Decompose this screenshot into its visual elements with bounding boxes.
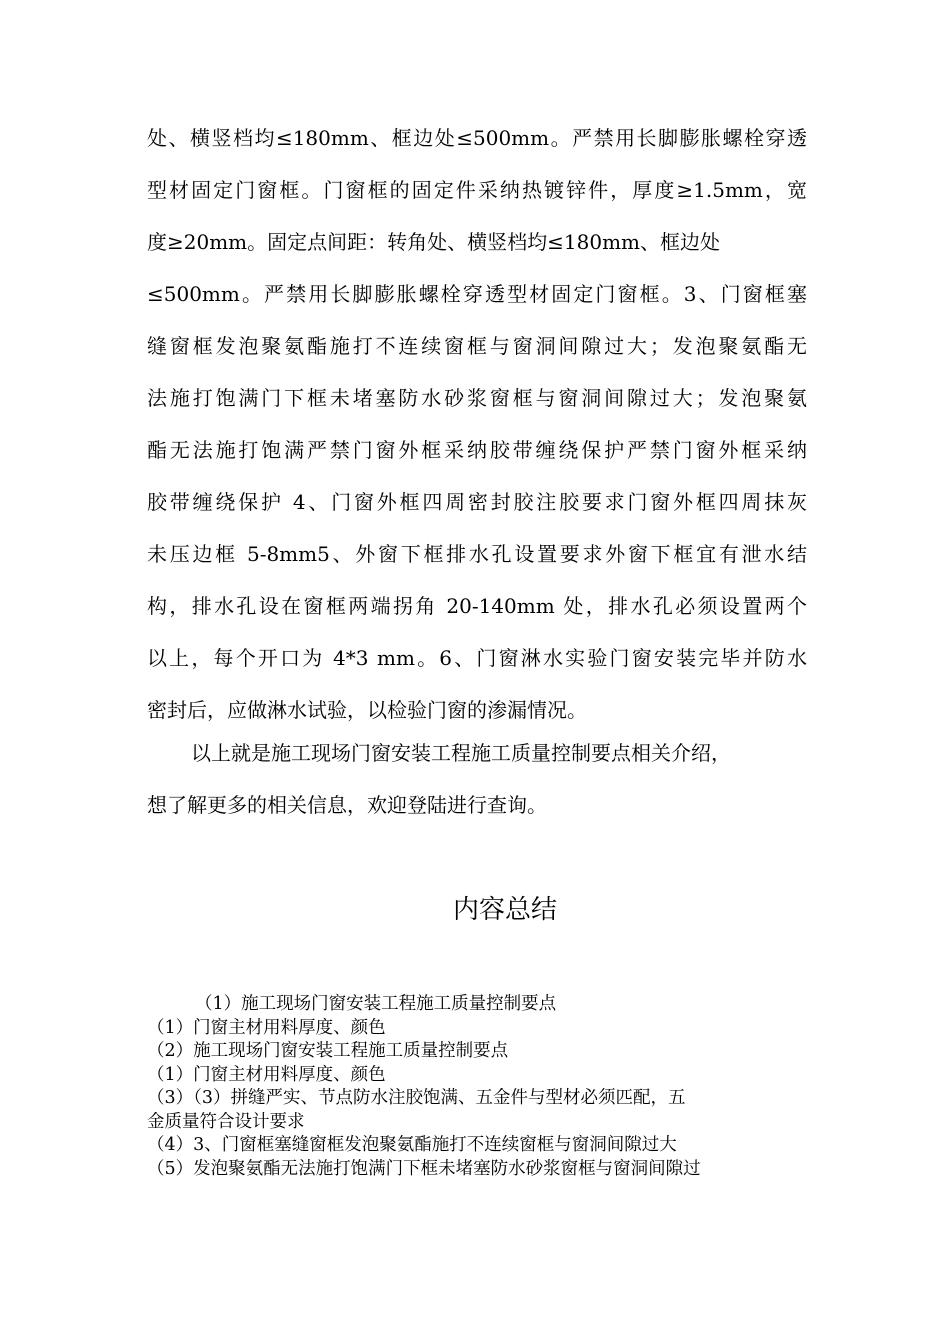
body-line: 未压边框 5-8mm5、外窗下框排水孔设置要求外窗下框宜有泄水结 bbox=[147, 542, 807, 566]
summary-title: 内容总结 bbox=[452, 895, 557, 925]
body-line: 处、横竖档均≤180mm、框边处≤500mm。严禁用长脚膨胀螺栓穿透 bbox=[147, 126, 807, 150]
summary-list bbox=[147, 993, 807, 1181]
body-line: 以上，每个开口为 4*3 mm。6、门窗淋水实验门窗安装完毕并防水 bbox=[147, 646, 807, 670]
body-line: 酯无法施打饱满严禁门窗外框采纳胶带缠绕保护严禁门窗外框采纳 bbox=[147, 438, 807, 462]
summary-item: （1）门窗主材用料厚度、颜色 bbox=[147, 1064, 386, 1085]
closing-line: 以上就是施工现场门窗安装工程施工质量控制要点相关介绍， bbox=[191, 741, 731, 765]
closing-line: 想了解更多的相关信息，欢迎登陆进行查询。 bbox=[147, 793, 547, 817]
summary-item: （1）施工现场门窗安装工程施工质量控制要点 bbox=[195, 994, 557, 1014]
body-line: 密封后，应做淋水试验，以检验门窗的渗漏情况。 bbox=[147, 698, 587, 722]
body-line: 构，排水孔设在窗框两端拐角 20-140mm 处，排水孔必须设置两个 bbox=[147, 594, 807, 618]
body-line: ≤500mm。严禁用长脚膨胀螺栓穿透型材固定门窗框。3、门窗框塞 bbox=[147, 282, 807, 306]
summary-item: （2）施工现场门窗安装工程施工质量控制要点 bbox=[147, 1041, 509, 1061]
summary-item: （4）3、门窗框塞缝窗框发泡聚氨酯施打不连续窗框与窗洞间隙过大 bbox=[147, 1135, 677, 1155]
closing-paragraph bbox=[147, 733, 807, 837]
body-line: 胶带缠绕保护 4、门窗外框四周密封胶注胶要求门窗外框四周抹灰 bbox=[147, 490, 807, 514]
summary-item: （3）（3）拼缝严实、节点防水注胶饱满、五金件与型材必须匹配，五 bbox=[147, 1088, 686, 1108]
summary-item: （5）发泡聚氨酯无法施打饱满门下框未堵塞防水砂浆窗框与窗洞间隙过 bbox=[147, 1158, 701, 1179]
summary-item: 金质量符合设计要求 bbox=[147, 1111, 305, 1132]
body-line: 缝窗框发泡聚氨酯施打不连续窗框与窗洞间隙过大；发泡聚氨酯无 bbox=[147, 334, 807, 358]
body-paragraph bbox=[147, 118, 807, 742]
body-line: 型材固定门窗框。门窗框的固定件采纳热镀锌件，厚度≥1.5mm，宽 bbox=[147, 178, 807, 202]
summary-item: （1）门窗主材用料厚度、颜色 bbox=[147, 1017, 386, 1038]
body-line: 法施打饱满门下框未堵塞防水砂浆窗框与窗洞间隙过大；发泡聚氨 bbox=[147, 386, 807, 410]
body-line: 度≥20mm。固定点间距：转角处、横竖档均≤180mm、框边处 bbox=[147, 230, 720, 254]
